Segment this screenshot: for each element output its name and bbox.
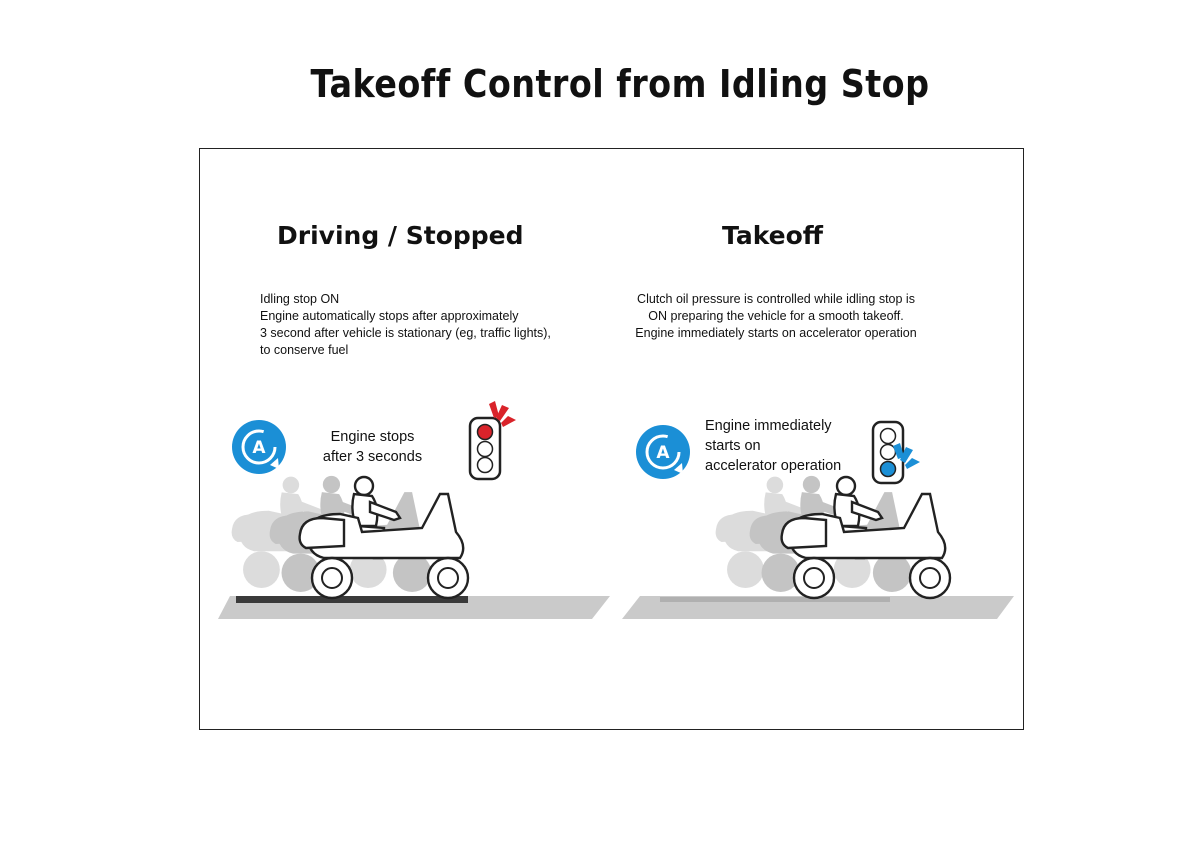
traffic-light-blue-icon xyxy=(873,422,920,483)
panel-title-driving-stopped: Driving / Stopped xyxy=(277,221,524,250)
description-line: to conserve fuel xyxy=(260,343,349,357)
callout-line: Engine stops xyxy=(330,429,415,445)
panel-title-takeoff: Takeoff xyxy=(722,221,824,250)
description-line: Clutch oil pressure is controlled while idling stop is xyxy=(637,292,915,306)
description-line: Engine immediately starts on accelerator operation xyxy=(635,326,917,340)
page-title: Takeoff Control from Idling Stop xyxy=(310,62,930,106)
callout-line: starts on xyxy=(705,438,761,454)
road-shadow xyxy=(236,596,468,603)
description-line: Idling stop ON xyxy=(260,292,340,306)
traffic-light-red-icon xyxy=(470,401,516,479)
svg-text:A: A xyxy=(656,443,670,463)
description-line: 3 second after vehicle is stationary (eg, traffic lights), xyxy=(260,326,551,340)
svg-text:A: A xyxy=(252,438,266,458)
auto-idle-stop-icon xyxy=(636,425,690,479)
auto-idle-stop-icon xyxy=(232,420,286,474)
callout-line: Engine immediately xyxy=(705,418,832,434)
callout-line: accelerator operation xyxy=(705,458,842,474)
road-motion-blur xyxy=(660,597,890,602)
description-line: ON preparing the vehicle for a smooth takeoff. xyxy=(648,309,904,323)
description-line: Engine automatically stops after approximately xyxy=(260,309,519,323)
callout-line: after 3 seconds xyxy=(322,449,423,465)
